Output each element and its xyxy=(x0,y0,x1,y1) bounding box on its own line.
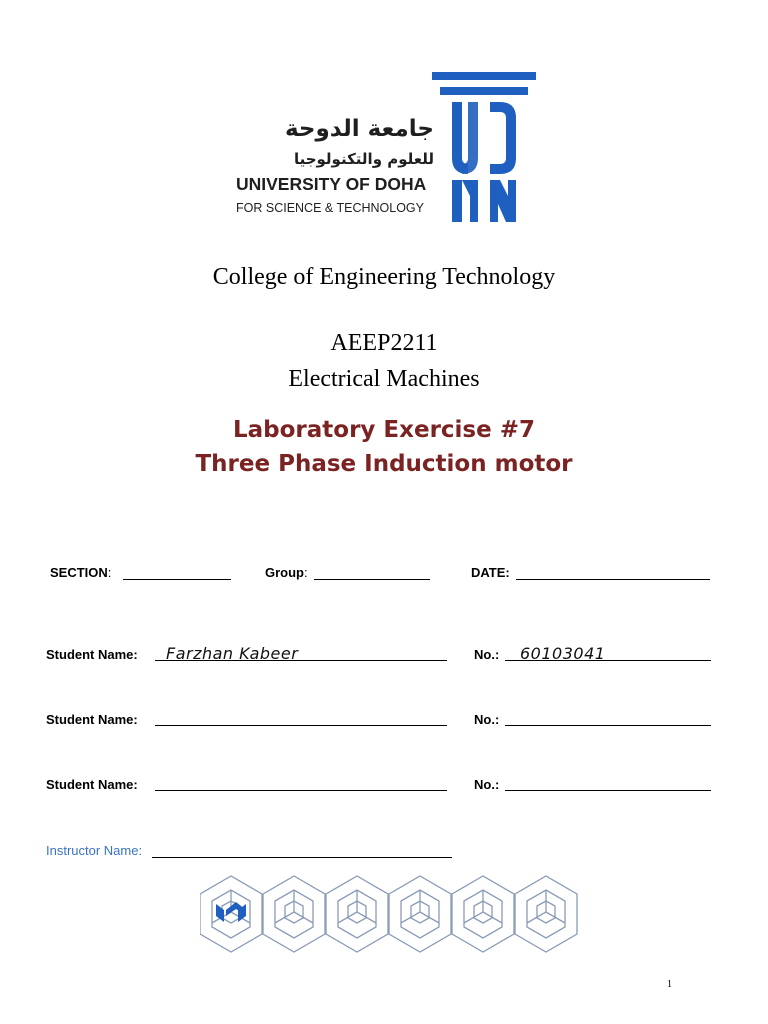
student-no-field[interactable] xyxy=(505,725,711,726)
udst-pillar-icon xyxy=(432,70,536,226)
course-name: Electrical Machines xyxy=(288,366,480,392)
university-logo xyxy=(232,70,542,230)
student-name-label: Student Name: xyxy=(46,647,138,662)
college-name: College of Engineering Technology xyxy=(212,264,556,290)
student-name-field[interactable] xyxy=(155,790,447,791)
instructor-label: Instructor Name: xyxy=(46,843,143,858)
lab-title: Laboratory Exercise #7 xyxy=(232,417,536,443)
logo-arabic-name: جامعة الدوحة xyxy=(284,116,434,142)
student-no-label: No.: xyxy=(474,712,500,727)
logo-university-name: UNIVERSITY OF DOHA xyxy=(236,174,427,194)
group-label: Group: xyxy=(265,565,308,580)
student-no-handwritten: 60103041 xyxy=(520,644,606,663)
logo-university-subtitle: FOR SCIENCE & TECHNOLOGY xyxy=(236,201,424,215)
student-name-handwritten: Farzhan Kabeer xyxy=(166,644,299,663)
student-name-label: Student Name: xyxy=(46,712,138,727)
course-code: AEEP2211 xyxy=(330,330,438,356)
date-field[interactable] xyxy=(516,579,710,580)
student-name-field[interactable] xyxy=(155,725,447,726)
logo-arabic-subtitle: للعلوم والتكنولوجيا xyxy=(293,150,434,168)
student-no-field[interactable] xyxy=(505,790,711,791)
date-label: DATE: xyxy=(471,565,510,580)
decorative-pattern xyxy=(200,872,578,958)
section-field[interactable] xyxy=(123,579,231,580)
group-field[interactable] xyxy=(314,579,430,580)
student-no-label: No.: xyxy=(474,777,500,792)
instructor-field[interactable] xyxy=(152,857,452,858)
student-no-label: No.: xyxy=(474,647,500,662)
lab-subtitle: Three Phase Induction motor xyxy=(195,451,573,477)
page-number: 1 xyxy=(667,979,672,990)
section-label: SECTION: xyxy=(50,565,112,580)
student-name-label: Student Name: xyxy=(46,777,138,792)
